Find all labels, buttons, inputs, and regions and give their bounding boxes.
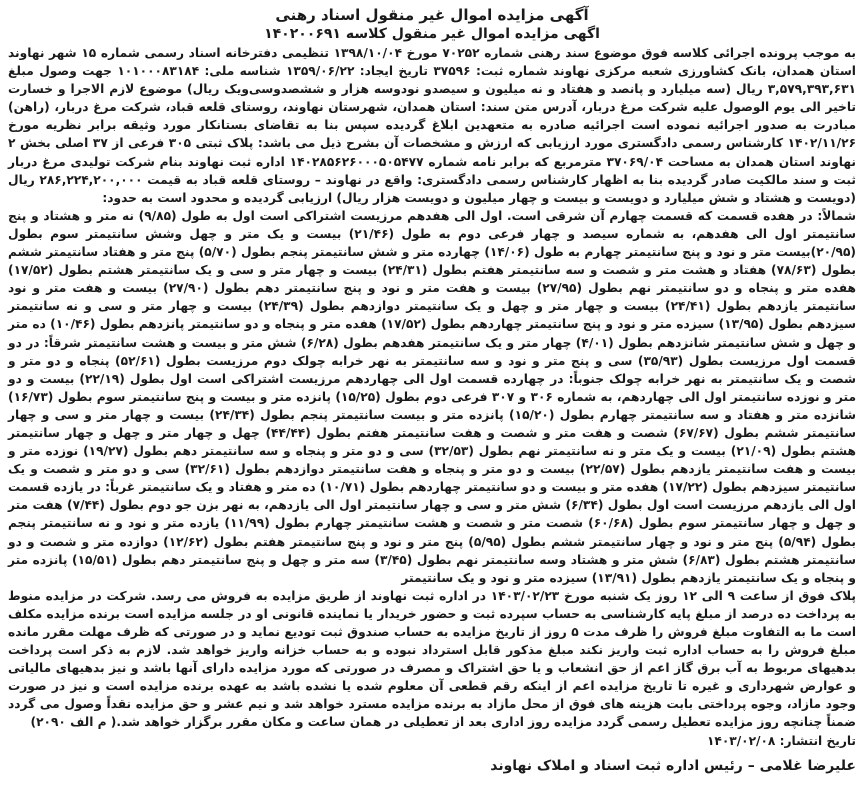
notice-paragraph-terms: پلاک فوق از ساعت ۹ الی ۱۲ روز یک شنبه مورخ ۱۴۰۳/۰۲/۲۳ در اداره ثبت نهاوند از طریق مزایده به فروش می رسد. شرکت در مزایده منوط به پرداخت ده درصد از مبلغ پایه کارشناسی به حساب سپرده ثبت و حضور خریدار یا نماینده قانونی او در جلسه مزایده است برنده مزایده مکلف است ما به التفاوت مبلغ فروش را ظرف مدت ۵ روز از تاریخ مزایده به حساب صندوق ثبت تودیع نماید و در صورتی که ظرف مهلت مقرر مانده مبلغ فروش را به حساب اداره ثبت واریز نکند مبلغ مذکور قابل استرداد نبوده و به حساب خزانه واریز خواهد شد. لازم به ذکر است پرداخت بدهیهای مربوط به آب برق گاز اعم از حق انشعاب و یا حق اشتراک و مصرف در صورتی که مورد مزایده دارای آنها باشد و نیز بدهیهای مالیاتی و عوارض شهرداری و غیره تا تاریخ مزایده اعم از اینکه رقم قطعی آن معلوم شده یا نشده باشد به عهده برنده مزایده است و نیز در صورت وجود مازاد، وجوه پرداختی بابت هزینه های فوق از محل مازاد به برنده مزایده مسترد خواهد شد و نیم عشر و حق مزایده نقداً وصول می گردد ضمناً چنانچه روز مزایده تعطیل رسمی گردد مزایده روز اداری بعد از تعطیلی در همان ساعت و مکان مقرر برگزار خواهد شد.( م الف ۲۰۹۰) bbox=[8, 588, 857, 730]
notice-subtitle: اگهی مزایده اموال غیر منقول کلاسه ۱۴۰۲۰۰۶۹۱ bbox=[264, 26, 600, 42]
notice-paragraph-intro: به موجب پرونده اجرائی کلاسه فوق موضوع سند رهنی شماره ۷۰۲۵۲ مورخ ۱۳۹۸/۱۰/۰۴ تنظیمی دفترخانه اسناد رسمی شماره ۱۵ شهر نهاوند استان همدان، بانک کشاورزی شعبه مرکزی نهاوند شماره ثبت: ۳۷۵۹۶ تاریخ ایجاد: ۱۳۵۹/۰۶/۲۲ شناسه ملی: ۱۰۱۰۰۰۸۳۱۸۴ جهت وصول مبلغ ۳,۵۷۹,۳۹۳,۶۳۱ ریال (سه میلیارد و پانصد و هفتاد و نه میلیون و سیصدو نودوسه هزار و ششصدوسی‌ویک ریال) موضوع لازم الاجرا و خسارت تاخیر الی یوم الوصول علیه شرکت مرغ دربار، آدرس متن سند: استان همدان، شهرستان نهاوند، روستای قلعه قباد، شرکت مرغ دربار، (راهن) مبادرت به صدور اجرائیه نموده است اجرائیه صادره به متعهدین ابلاغ گردیده سپس بنا به تقاضای بستانکار مورد وثیقه برابر نظریه مورخ ۱۴۰۲/۱۱/۲۶ کارشناس رسمی دادگستری مورد ارزیابی که ارزش و مشخصات آن بشرح ذیل می باشد: پلاک ثبتی ۳۰۵ فرعی از ۳۷ اصلی بخش ۲ نهاوند استان همدان به مساحت ۳۷۰۶۹/۰۴ مترمربع که برابر نامه شماره ۱۴۰۲۸۵۶۲۶۰۰۰۵۰۵۴۷۷ اداره ثبت نهاوند بنام شرکت تولیدی مرغ دربار ثبت و سند مالکیت صادر گردیده بنا به اظهار کارشناس رسمی دادگستری: واقع در نهاوند – روستای قلعه قباد به قیمت ۲۸۶,۲۲۴,۲۰۰,۰۰۰ ریال (دویست و هشتاد و شش میلیارد و دویست و بیست و چهار میلیون و دویست هزار ریال) ارزیابی گردیده و محدود است به حدود: bbox=[8, 46, 857, 205]
notice-title: آگهی مزایده اموال غیر منقول اسناد رهنی bbox=[275, 6, 589, 24]
signature-line: علیرضا غلامی – رئیس اداره ثبت اسناد و املاک نهاوند bbox=[490, 757, 856, 774]
notice-paragraph-boundaries: شمالاً: در هفده قسمت که قسمت چهارم آن شرقی است. اول الی هفدهم مرزیست اشتراکی است اول به طول (۹/۸۵) نه متر و هشتاد و پنج سانتیمتر اول الی هفدهم، به شماره سیصد و چهار فرعی دوم به طول (۲۱/۴۶) بیست و یک متر و چهل وشش سانتیمتر سوم بطول (۲۰/۹۵)بیست متر و نود و پنج سانتیمتر چهارم به طول (۱۴/۰۶) چهارده متر و شش سانتیمتر پنجم بطول (۵/۷۰) پنج متر و هفتاد سانتیمتر ششم بطول (۷۸/۶۳) هفتاد و هشت متر و شصت و سه سانتیمتر هفتم بطول (۲۴/۳۱) بیست و چهار متر و سی و یک سانتیمتر هشتم بطول (۱۷/۵۲) هفده متر و پنجاه و دو سانتیمتر نهم بطول (۲۷/۹۵) بیست و هفت متر و نود و پنج سانتیمتر دهم بطول (۲۷/۹۰) بیست و هفت متر و نود سانتیمتر یازدهم بطول (۲۴/۴۱) بیست و چهار متر و چهل و یک سانتیمتر دوازدهم بطول (۲۴/۳۹) بیست و چهار متر و سی و نه سانتیمتر سیزدهم بطول (۱۳/۹۵) سیزده متر و نود و پنج سانتیمتر چهاردهم بطول (۱۷/۵۲) هفده متر و پنجاه و دو سانتیمتر پانزدهم بطول (۱۰/۴۶) ده متر و چهل و شش سانتیمتر شانزدهم بطول (۴/۰۱) چهار متر و یک سانتیمتر هفدهم بطول (۶/۲۸) شش متر و بیست و هشت سانتیمتر شرقاً: در دو قسمت اول مرزیست بطول (۳۵/۹۳) سی و پنج متر و نود و سه سانتیمتر به نهر خرابه چولک دوم مرزیست بطول (۵۲/۶۱) پنجاه و دو متر و شصت و یک سانتیمتر به نهر خرابه چولک جنوباً: در چهارده قسمت اول الی چهاردهم مرزیست اشتراکی است اول بطول (۲۲/۱۹) بیست و دو متر و نوزده سانتیمتر اول الی چهاردهم، به شماره ۳۰۶ و ۳۰۷ فرعی دوم بطول (۱۵/۲۵) پانزده متر و بیست و پنج سانتیمتر سوم بطول (۱۶/۷۳) شانزده متر و هفتاد و سه سانتیمتر چهارم بطول (۱۵/۲۰) پانزده متر و بیست سانتیمتر پنجم بطول (۲۴/۳۴) بیست و چهار متر و سی و چهار سانتیمتر ششم بطول (۶۷/۶۷) شصت و هفت متر و شصت و هفت سانتیمتر هفتم بطول (۴۴/۴۴) چهل و چهار متر و چهل و چهار سانتیمتر هشتم بطول (۲۱/۰۹) بیست و یک متر و نه سانتیمتر نهم بطول (۳۲/۵۳) سی و دو متر و پنجاه و سه سانتیمتر دهم بطول (۱۹/۲۷) نوزده متر و بیست و هفت سانتیمتر یازدهم بطول (۲۲/۵۷) بیست و دو متر و پنجاه و هفت سانتیمتر دوازدهم بطول (۳۲/۶۱) سی و دو متر و شصت و یک سانتیمتر سیزدهم بطول (۱۷/۲۲) هفده متر و بیست و دو سانتیمتر چهاردهم بطول (۱۰/۷۱) ده متر و هفتاد و یک سانتیمتر غرباً: در یازده قسمت اول الی یازدهم مرزیست است اول بطول (۶/۳۴) شش متر و سی و چهار سانتیمتر اول الی یازدهم، به نهر بزن جو دوم بطول (۷/۴۴) هفت متر و چهل و چهار سانتیمتر سوم بطول (۶۰/۶۸) شصت متر و شصت و هشت سانتیمتر چهارم بطول (۱۱/۹۹) یازده متر و نود و نه سانتیمتر پنجم بطول (۵/۹۴) پنج متر و نود و چهار سانتیمتر ششم بطول (۵/۹۵) پنج متر و نود و پنج سانتیمتر هفتم بطول (۱۲/۶۲) دوازده متر و شصت و دو سانتیمتر هشتم بطول (۶/۸۳) شش متر و هشتاد وسه سانتیمتر نهم بطول (۳/۴۵) سه متر و چهل و پنج سانتیمتر دهم بطول (۱۵/۵۱) پانزده متر و پنجاه و یک سانتیمتر یازدهم بطول (۱۳/۹۱) سیزده متر و نود و یک سانتیمتر bbox=[8, 208, 857, 585]
publish-date: تاریخ انتشار: ۱۴۰۳/۰۲/۰۸ bbox=[706, 733, 856, 748]
notice-header bbox=[8, 6, 856, 44]
notice-body bbox=[8, 44, 856, 750]
